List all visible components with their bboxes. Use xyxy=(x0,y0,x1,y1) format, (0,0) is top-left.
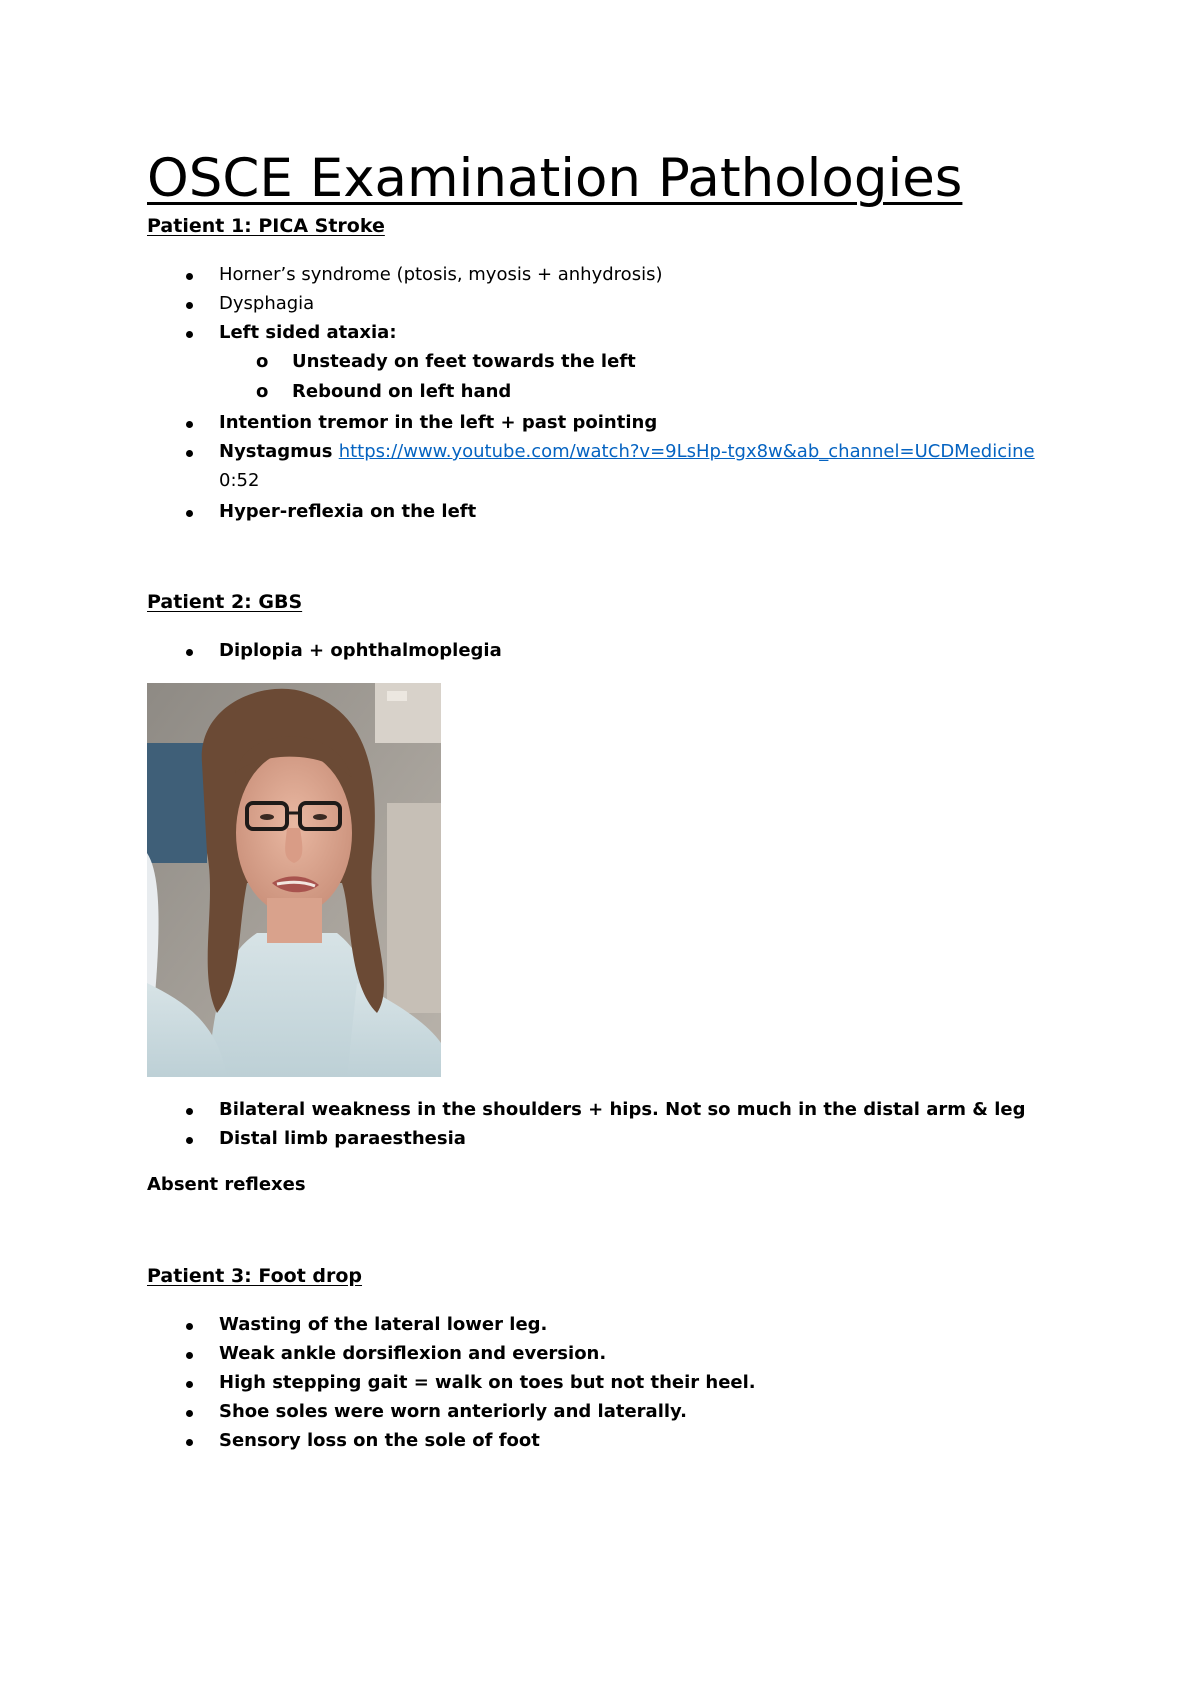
bullet-icon xyxy=(186,510,193,517)
bullet-icon xyxy=(186,649,193,656)
list-item: Horner’s syndrome (ptosis, myosis + anhydrosis) xyxy=(219,264,663,285)
list-item: Distal limb paraesthesia xyxy=(219,1128,466,1149)
bullet-icon xyxy=(186,331,193,338)
list-item: Weak ankle dorsiflexion and eversion. xyxy=(219,1343,607,1364)
bullet-icon xyxy=(186,302,193,309)
bullet-icon xyxy=(186,1410,193,1417)
list-item: Intention tremor in the left + past pointing xyxy=(219,412,658,433)
list-item: High stepping gait = walk on toes but not their heel. xyxy=(219,1372,756,1393)
patient1-heading: Patient 1: PICA Stroke xyxy=(147,215,385,237)
bullet-icon xyxy=(186,1352,193,1359)
patient2-heading: Patient 2: GBS xyxy=(147,591,303,613)
list-item: Diplopia + ophthalmoplegia xyxy=(219,640,502,661)
video-timestamp: 0:52 xyxy=(219,470,260,491)
list-item: Left sided ataxia: xyxy=(219,322,397,343)
bullet-icon xyxy=(186,273,193,280)
patient-photo xyxy=(147,683,441,1077)
sub-list-item: Unsteady on feet towards the left xyxy=(292,351,636,372)
sub-bullet-icon: o xyxy=(256,351,269,372)
list-item: Bilateral weakness in the shoulders + hips. Not so much in the distal arm & leg xyxy=(219,1099,1026,1120)
bullet-icon xyxy=(186,1137,193,1144)
youtube-link[interactable]: https://www.youtube.com/watch?v=9LsHp-tgx8w&ab_channel=UCDMedicine xyxy=(338,441,1035,462)
bullet-icon xyxy=(186,421,193,428)
bullet-icon xyxy=(186,450,193,457)
bullet-icon xyxy=(186,1108,193,1115)
absent-reflexes-note: Absent reflexes xyxy=(147,1174,306,1195)
list-item: Wasting of the lateral lower leg. xyxy=(219,1314,548,1335)
bullet-icon xyxy=(186,1381,193,1388)
nystagmus-label: Nystagmus xyxy=(219,441,333,462)
list-item xyxy=(219,440,1035,464)
list-item: Dysphagia xyxy=(219,293,315,314)
patient3-heading: Patient 3: Foot drop xyxy=(147,1265,363,1287)
list-item: Sensory loss on the sole of foot xyxy=(219,1430,540,1451)
list-item: Shoe soles were worn anteriorly and laterally. xyxy=(219,1401,687,1422)
bullet-icon xyxy=(186,1323,193,1330)
document-title: OSCE Examination Pathologies xyxy=(147,148,963,209)
list-item: Hyper-reflexia on the left xyxy=(219,501,477,522)
sub-bullet-icon: o xyxy=(256,381,269,402)
bullet-icon xyxy=(186,1439,193,1446)
sub-list-item: Rebound on left hand xyxy=(292,381,512,402)
